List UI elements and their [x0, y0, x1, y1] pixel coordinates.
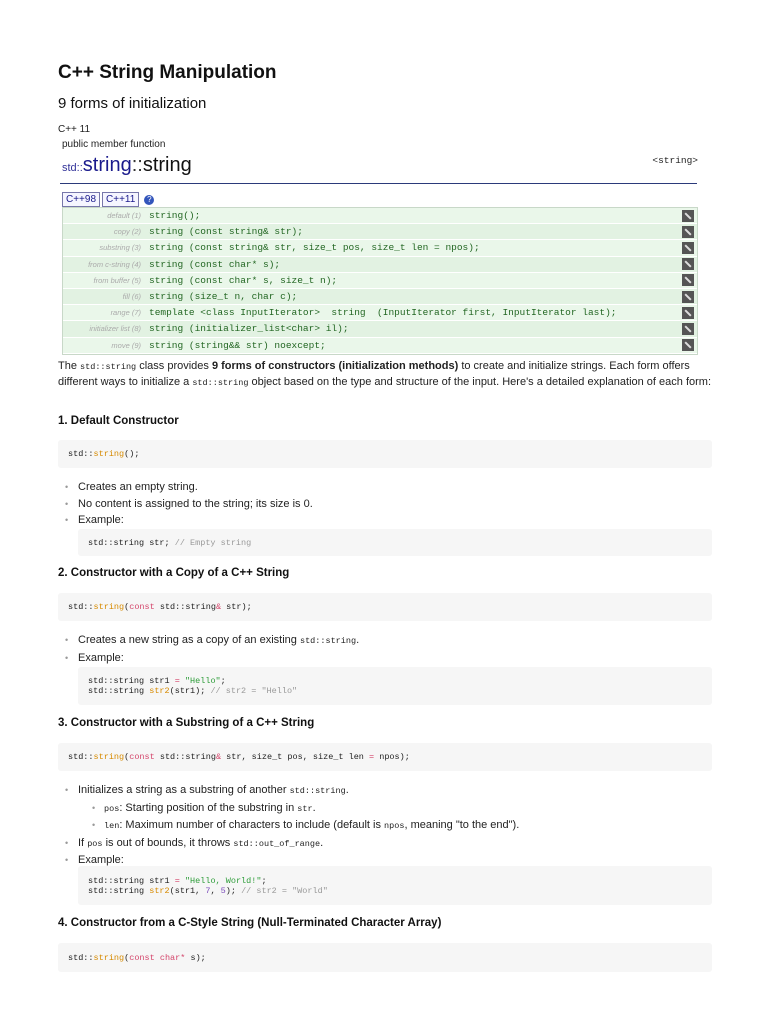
constructor-code: string (const char* s, size_t n); [149, 274, 338, 286]
list-item: • No content is assigned to the string; its size is 0. [62, 496, 313, 513]
list-text: . [312, 801, 316, 814]
constructor-code: template <class InputIterator> string (InputIterator first, InputIterator last); [149, 307, 617, 319]
constructor-code: string (initializer_list<char> il); [149, 323, 349, 335]
intro-text: to create and initialize strings. Each form offers different ways to initialize a [58, 360, 690, 388]
code-token: const [129, 952, 155, 963]
tab-cpp11[interactable]: C++11 [102, 192, 139, 207]
inline-code: pos [104, 803, 120, 814]
code-line [88, 686, 702, 696]
constructor-row [63, 305, 697, 321]
code-token: char [159, 952, 181, 963]
code-line [88, 876, 702, 886]
constructor-row [63, 338, 697, 354]
inline-code: std::string [299, 636, 357, 646]
constructor-label: from buffer (5) [93, 275, 141, 285]
bullet-list [62, 782, 519, 869]
code-token: "Hello, World!" [184, 875, 262, 886]
intro-bold: 9 forms of constructors (initialization methods) [211, 360, 459, 372]
code-token: & [215, 602, 222, 612]
constructor-label: default (1) [107, 211, 141, 221]
code-token: ( [124, 952, 130, 963]
intro-text: object based on the type and structure of the input. Here's a detailed explanation of each form: [251, 376, 712, 388]
constructor-code: string (string&& str) noexcept; [149, 339, 326, 351]
code-token: std:: [68, 752, 94, 762]
inline-code: std::string [80, 362, 137, 372]
code-token: std:: [68, 952, 94, 963]
bullet-list [62, 479, 313, 529]
list-item: • Creates an empty string. [62, 479, 313, 496]
inline-code: pos [87, 838, 103, 849]
code-token: std:: [68, 449, 94, 459]
list-text: . [356, 634, 360, 646]
code-line [68, 602, 702, 612]
code-token: ; [220, 676, 226, 686]
constructor-code: string (const string& str, size_t pos, size_t len = npos); [149, 242, 480, 254]
code-line [88, 538, 702, 548]
code-token: * [180, 952, 186, 963]
list-text: . [345, 784, 349, 796]
constructor-label: from c-string (4) [88, 259, 141, 269]
code-token: 7 [205, 885, 211, 896]
code-block [58, 943, 712, 972]
list-item [62, 835, 519, 853]
inline-code: len [104, 821, 120, 831]
code-block [78, 529, 712, 556]
tab-cpp98[interactable]: C++98 [62, 192, 100, 207]
constructor-label: fill (6) [122, 292, 141, 302]
code-line [88, 886, 702, 896]
code-line [68, 449, 702, 459]
constructor-label: move (9) [111, 340, 141, 350]
code-line [68, 752, 702, 762]
list-text: If [78, 836, 85, 849]
reference-title [62, 154, 192, 177]
constructor-code: string (size_t n, char c); [149, 291, 298, 303]
code-block [78, 667, 712, 705]
code-token: "Hello" [184, 676, 221, 686]
constructor-label: range (7) [110, 308, 141, 318]
code-line [88, 676, 702, 686]
constructor-table [62, 207, 698, 355]
title-rule [60, 183, 697, 184]
constructor-label: initializer list (8) [89, 324, 141, 334]
section-heading: 1. Default Constructor [58, 415, 179, 427]
intro-paragraph [58, 359, 718, 391]
header-tag: <string> [652, 155, 698, 166]
scope-separator: :: [131, 154, 143, 176]
code-token: std::string str1 [88, 676, 175, 686]
inline-code: npos [384, 821, 405, 831]
page-subtitle: 9 forms of initialization [58, 95, 207, 112]
code-block [58, 440, 712, 468]
list-text: is out of bounds, it throws [105, 836, 231, 849]
code-token: std::string str1 [88, 875, 175, 886]
expand-icon[interactable] [682, 242, 694, 254]
expand-icon[interactable] [682, 291, 694, 303]
function-name: string [142, 154, 192, 176]
help-icon[interactable]: ? [144, 195, 154, 205]
constructor-row [63, 257, 697, 273]
inline-code: std::out_of_range [233, 838, 321, 849]
list-text: Initializes a string as a substring of another [78, 784, 287, 796]
list-item: • Example: [62, 650, 359, 667]
code-token: string [93, 752, 125, 762]
code-token: str2 [149, 686, 170, 696]
code-token: = [174, 875, 180, 886]
code-token: // str2 = "World" [241, 885, 328, 896]
inline-code: std::string [289, 786, 346, 796]
inline-code: str [297, 803, 313, 814]
section-heading: 4. Constructor from a C-Style String (Null-Terminated Character Array) [58, 917, 442, 929]
list-item [62, 800, 519, 818]
intro-text: The [58, 360, 77, 372]
code-token: string [93, 952, 125, 963]
bullet-list [62, 632, 359, 666]
member-type-label: public member function [62, 139, 166, 150]
code-token: s); [185, 952, 206, 963]
code-token: str2 [149, 885, 170, 896]
code-token: = [174, 676, 180, 686]
code-token: ( [124, 602, 130, 612]
section-heading: 2. Constructor with a Copy of a C++ String [58, 567, 290, 579]
class-name: string [82, 154, 132, 176]
code-token: // Empty string [174, 537, 252, 548]
inline-code: std::string [192, 378, 249, 388]
constructor-row [63, 208, 697, 224]
page-title: C++ String Manipulation [58, 62, 277, 83]
code-token: str, size_t pos, size_t len [221, 752, 370, 762]
code-token: std::string [154, 602, 216, 612]
code-token: str); [221, 602, 252, 612]
code-token: const [129, 752, 155, 762]
code-token: (str1, [169, 885, 206, 896]
code-token: std::string [154, 752, 216, 762]
expand-icon[interactable] [682, 339, 694, 351]
namespace-label: std:: [62, 162, 83, 174]
expand-icon[interactable] [682, 210, 694, 222]
expand-icon[interactable] [682, 323, 694, 335]
code-token: std:: [68, 602, 94, 612]
constructor-code: string(); [149, 210, 201, 222]
code-token: string [93, 449, 125, 459]
code-token: npos); [374, 752, 410, 762]
constructor-row [63, 240, 697, 256]
code-token: string [93, 602, 125, 612]
code-token: std::string [88, 885, 150, 896]
constructor-code: string (const char* s); [149, 258, 281, 270]
constructor-row [63, 224, 697, 240]
list-text: Creates a new string as a copy of an existing [78, 634, 297, 646]
standard-tabs [62, 192, 154, 207]
list-item [62, 632, 359, 650]
expand-icon[interactable] [682, 274, 694, 286]
code-token: ( [124, 752, 130, 762]
code-block [78, 866, 712, 905]
code-token: (); [124, 449, 140, 459]
list-text: , meaning "to the end"). [404, 819, 520, 831]
code-token: , [210, 885, 221, 896]
constructor-row [63, 273, 697, 289]
code-token: const [129, 602, 155, 612]
code-block [58, 743, 712, 771]
code-token: = [369, 752, 375, 762]
constructor-label: substring (3) [99, 243, 141, 253]
code-line [68, 953, 702, 963]
constructor-code: string (const string& str); [149, 226, 303, 238]
code-token: 5 [220, 885, 226, 896]
code-block [58, 593, 712, 621]
code-token: std::string str; [88, 537, 175, 548]
list-item [62, 782, 519, 800]
code-token: // str2 = "Hello" [210, 686, 298, 696]
list-text: : Maximum number of characters to include (default is [119, 819, 381, 831]
version-label: C++ 11 [58, 124, 91, 135]
constructor-label: copy (2) [113, 227, 141, 237]
list-item: • Example: [62, 852, 519, 869]
section-heading: 3. Constructor with a Substring of a C++ String [58, 717, 315, 729]
constructor-row [63, 289, 697, 305]
intro-text: class provides [139, 360, 209, 372]
code-token: (str1); [169, 686, 211, 696]
expand-icon[interactable] [682, 307, 694, 319]
code-token: ; [261, 875, 267, 886]
expand-icon[interactable] [682, 226, 694, 238]
list-item: • Example: [62, 512, 313, 529]
code-token: & [215, 752, 222, 762]
code-token: ); [225, 885, 242, 896]
list-text: : Starting position of the substring in [119, 801, 295, 814]
expand-icon[interactable] [682, 258, 694, 270]
code-token: std::string [88, 686, 150, 696]
list-text: . [320, 836, 324, 849]
constructor-row [63, 321, 697, 337]
list-item [62, 817, 519, 835]
